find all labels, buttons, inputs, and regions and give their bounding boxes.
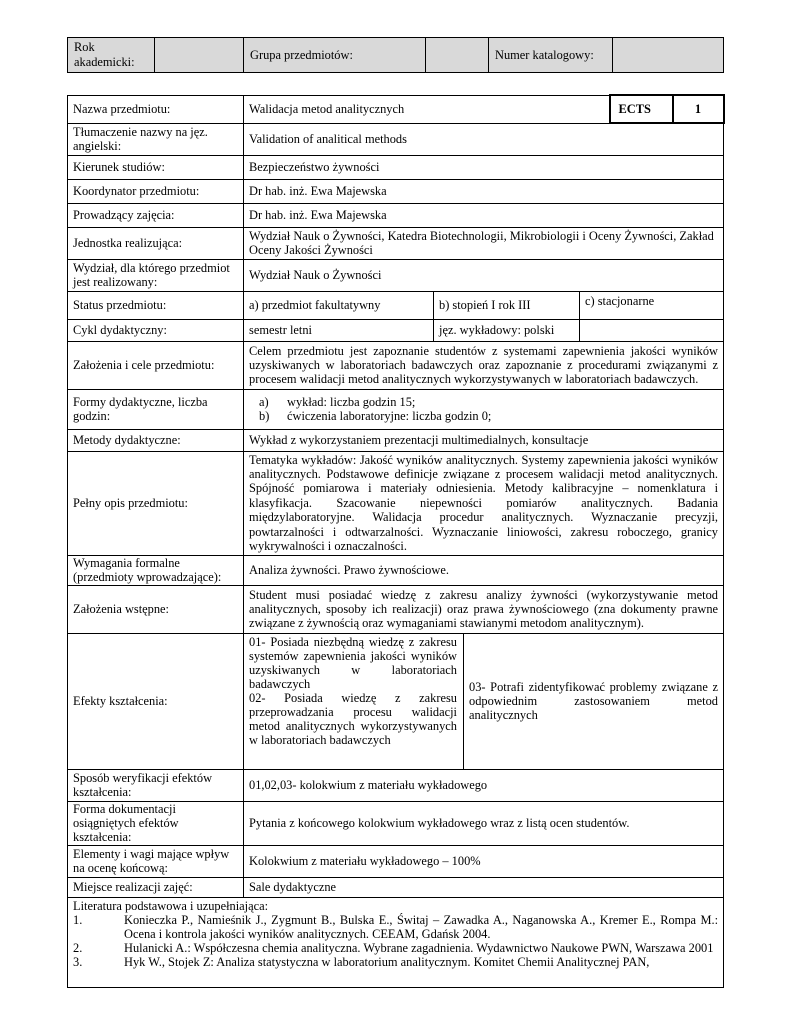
cykl-value: semestr letni [244, 319, 434, 341]
efekty-label: Efekty kształcenia: [68, 633, 244, 769]
efekty-left [244, 633, 464, 769]
formy-item [249, 409, 718, 423]
wymagania-label: Wymagania formalne (przedmioty wprowadzające): [68, 555, 244, 585]
course-table [67, 94, 725, 988]
opis-label: Pełny opis przedmiotu: [68, 451, 244, 555]
jednostka-label: Jednostka realizująca: [68, 227, 244, 259]
formy-item-text: wykład: liczba godzin 15; [287, 395, 416, 409]
kierunek-value: Bezpieczeństwo żywności [244, 155, 724, 179]
miejsce-value: Sale dydaktyczne [244, 877, 724, 897]
literatura-text: Hyk W., Stojek Z: Analiza statystyczna w laboratorium analitycznym. Komitet Chemii Analitycznej PAN, [124, 954, 650, 969]
nazwa-label: Nazwa przedmiotu: [68, 95, 244, 123]
formy-value [244, 389, 724, 429]
nazwa-value: Walidacja metod analitycznych [244, 95, 610, 123]
prowadzacy-label: Prowadzący zajęcia: [68, 203, 244, 227]
weryfikacja-label: Sposób weryfikacji efektów kształcenia: [68, 769, 244, 801]
formy-label: Formy dydaktyczne, liczba godzin: [68, 389, 244, 429]
kierunek-label: Kierunek studiów: [68, 155, 244, 179]
numer-katalogowy-label: Numer katalogowy: [489, 38, 613, 73]
zalozenia-cele-label: Założenia i cele przedmiotu: [68, 341, 244, 389]
rok-akademicki-label: Rok akademicki: [68, 38, 155, 73]
literatura-item [73, 941, 718, 955]
literatura-num: 3. [73, 954, 83, 969]
ects-label: ECTS [610, 95, 673, 123]
jezyk-value: jęz. wykładowy: polski [434, 319, 580, 341]
elementy-value: Kolokwium z materiału wykładowego – 100% [244, 845, 724, 877]
prowadzacy-value: Dr hab. inż. Ewa Majewska [244, 203, 724, 227]
numer-katalogowy-value[interactable] [613, 38, 724, 73]
metody-label: Metody dydaktyczne: [68, 429, 244, 451]
status-a: a) przedmiot fakultatywny [244, 291, 434, 319]
ects-value: 1 [673, 95, 724, 123]
zalozenia-wstepne-value: Student musi posiadać wiedzę z zakresu analizy żywności (wykorzystywanie metod analitycznych, sposoby ich realizacji) oraz prawa żywnościowego (zna dokumenty prawne związane z żywnością oraz wymaganiami stawianymi metodom analitycznym). [244, 585, 724, 633]
metody-value: Wykład z wykorzystaniem prezentacji multimedialnych, konsultacje [244, 429, 724, 451]
zalozenia-wstepne-label: Założenia wstępne: [68, 585, 244, 633]
formy-marker: b) [259, 409, 270, 423]
grupa-przedmiotow-value[interactable] [426, 38, 489, 73]
formy-marker: a) [259, 395, 269, 409]
jednostka-value: Wydział Nauk o Żywności, Katedra Biotechnologii, Mikrobiologii i Oceny Żywności, Zakład Oceny Jakości Żywności [244, 227, 724, 259]
rok-akademicki-value[interactable] [155, 38, 244, 73]
wymagania-value: Analiza żywności. Prawo żywnościowe. [244, 555, 724, 585]
literatura-item [73, 913, 718, 941]
dokumentacja-label: Forma dokumentacji osiągniętych efektów kształcenia: [68, 801, 244, 845]
tlumaczenie-value: Validation of analitical methods [244, 123, 724, 155]
literatura-text: Hulanicki A.: Współczesna chemia analityczna. Wybrane zagadnienia. Wydawnictwo Naukowe PWN, Warszawa 2001 [124, 940, 714, 955]
cykl-label: Cykl dydaktyczny: [68, 319, 244, 341]
literatura-heading: Literatura podstawowa i uzupełniająca: [73, 898, 269, 913]
opis-value: Tematyka wykładów: Jakość wyników analitycznych. Systemy zapewnienia jakości wyników analitycznych. Podstawowe definicje związane z procesem walidacji metod analitycznych. Spójność pomiarowa i materiały odniesienia. Metody kalibracyjne – nomenklatura i klasyfikacja. Szacowanie niepewności pomiarów analitycznych. Badania międzylaboratoryjne. Walidacja procedur analitycznych. Wyznaczanie precyzji, powtarzalności i odtwarzalności. Wyznaczanie liniowości, zakresu roboczego, granicy wykrywalności i oznaczalności. [244, 451, 724, 555]
efekty-02: 02- Posiada wiedzę z zakresu przeprowadzania procesu walidacji metod analitycznych wykorzystywanych w laboratoriach badawczych [249, 690, 457, 747]
koordynator-value: Dr hab. inż. Ewa Majewska [244, 179, 724, 203]
dokumentacja-value: Pytania z końcowego kolokwium wykładowego wraz z listą ocen studentów. [244, 801, 724, 845]
efekty-01: 01- Posiada niezbędną wiedzę z zakresu systemów zapewnienia jakości wyników uzyskiwanych w laboratoriach badawczych [249, 634, 457, 691]
literatura-num: 1. [73, 912, 83, 927]
status-label: Status przedmiotu: [68, 291, 244, 319]
literatura-item [73, 955, 718, 969]
wydzial-label: Wydział, dla którego przedmiot jest realizowany: [68, 259, 244, 291]
status-c: c) stacjonarne [580, 291, 724, 319]
koordynator-label: Koordynator przedmiotu: [68, 179, 244, 203]
literatura-text: Konieczka P., Namieśnik J., Zygmunt B., Bulska E., Świtaj – Zawadka A., Naganowska A., Kremer E., Rompa M.: Ocena i kontrola jakości wyników analitycznych. CEEAM, Gdańsk 2004. [124, 912, 719, 941]
literatura-num: 2. [73, 940, 83, 955]
formy-item [249, 395, 718, 409]
cykl-empty [580, 319, 724, 341]
literatura-cell [68, 897, 724, 987]
formy-list [249, 395, 718, 423]
efekty-03: 03- Potrafi zidentyfikować problemy związane z odpowiednim zastosowaniem metod analitycznych [464, 633, 724, 769]
zalozenia-cele-value: Celem przedmiotu jest zapoznanie studentów z systemami zapewnienia jakości wyników uzyskiwanych w laboratoriach badawczych oraz zapoznanie z procedurami związanymi z procesem walidacji metod analitycznych wykorzystywanych w laboratoriach badawczych. [244, 341, 724, 389]
header-table [67, 37, 724, 73]
miejsce-label: Miejsce realizacji zajęć: [68, 877, 244, 897]
elementy-label: Elementy i wagi mające wpływ na ocenę końcową: [68, 845, 244, 877]
status-b: b) stopień I rok III [434, 291, 580, 319]
wydzial-value: Wydział Nauk o Żywności [244, 259, 724, 291]
formy-item-text: ćwiczenia laboratoryjne: liczba godzin 0; [287, 409, 492, 423]
grupa-przedmiotow-label: Grupa przedmiotów: [244, 38, 426, 73]
weryfikacja-value: 01,02,03- kolokwium z materiału wykładowego [244, 769, 724, 801]
tlumaczenie-label: Tłumaczenie nazwy na jęz. angielski: [68, 123, 244, 155]
